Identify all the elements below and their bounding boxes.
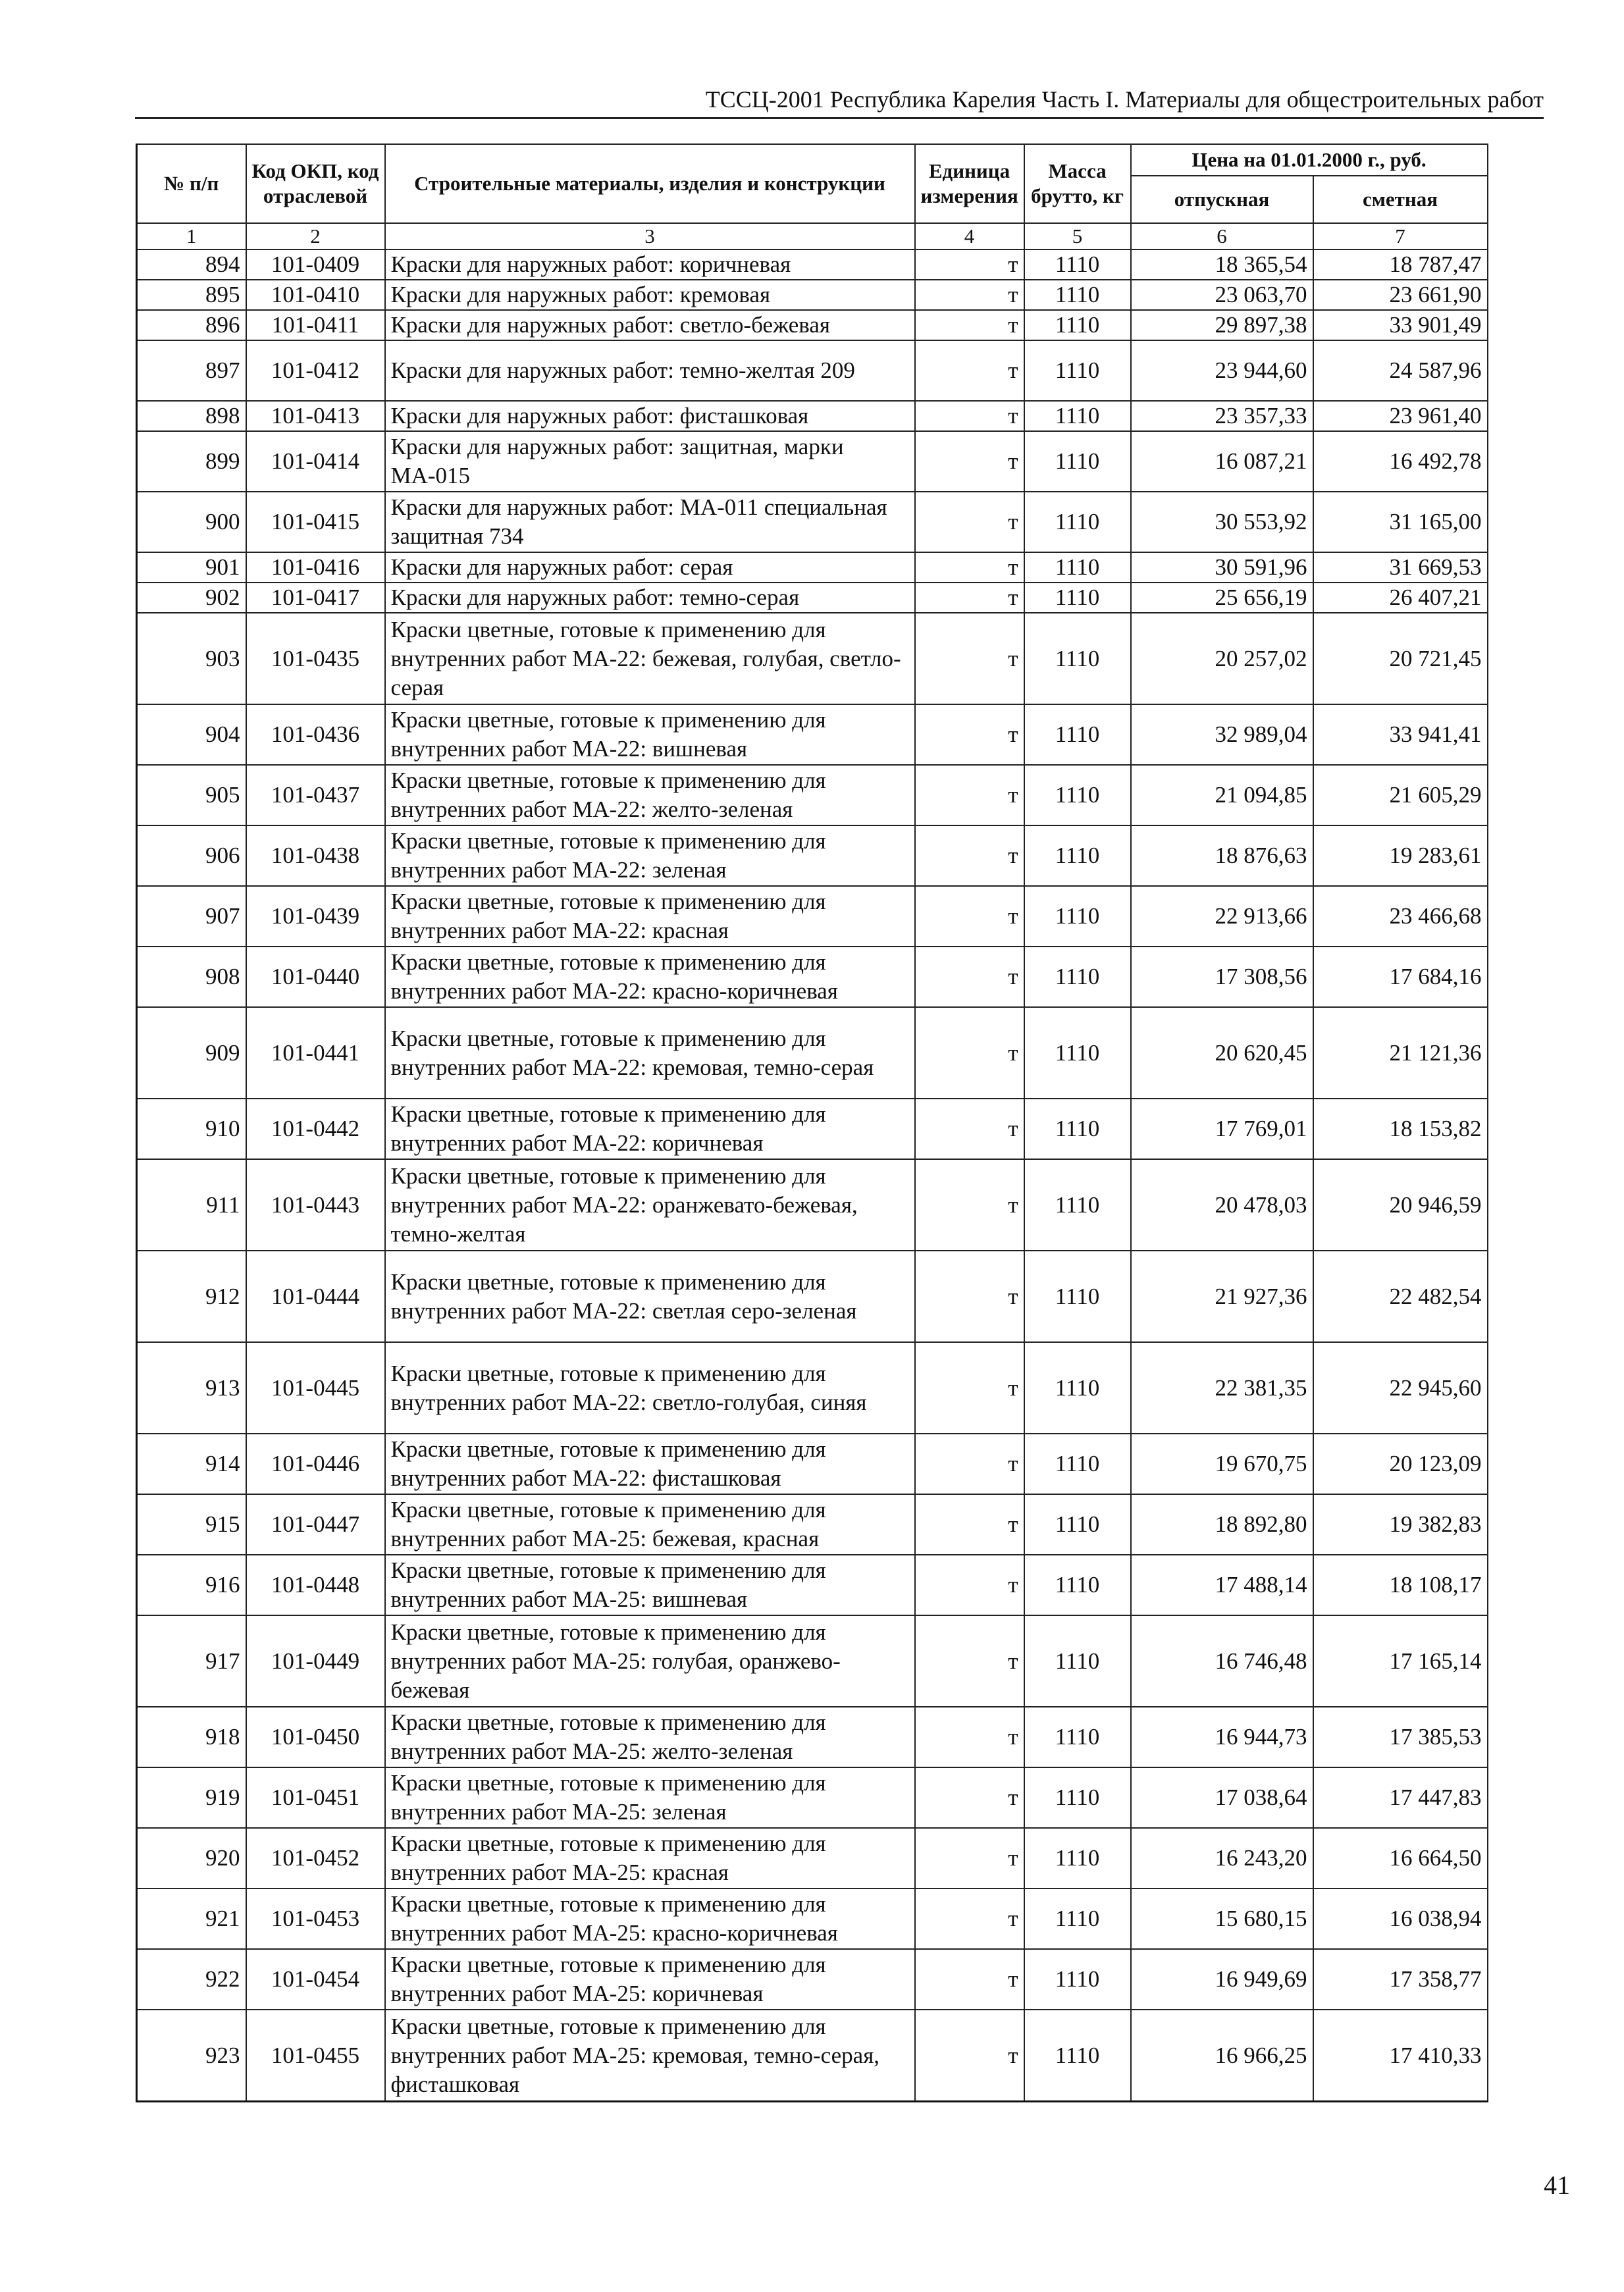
price-release: 17 038,64 (1131, 1767, 1313, 1828)
price-estimate: 23 961,40 (1313, 401, 1488, 431)
table-row (137, 340, 1488, 401)
material-name: Краски цветные, готовые к применению для внутренних работ МА-22: светло-голубая, синяя (385, 1342, 915, 1434)
okp-code: 101-0444 (246, 1251, 385, 1342)
unit: т (915, 1494, 1024, 1555)
material-name: Краски для наружных работ: кремовая (385, 280, 915, 310)
price-estimate: 33 901,49 (1313, 310, 1488, 340)
okp-code: 101-0437 (246, 765, 385, 825)
col-header-price-estimate: сметная (1313, 176, 1488, 223)
okp-code: 101-0414 (246, 431, 385, 492)
unit: т (915, 765, 1024, 825)
okp-code: 101-0454 (246, 1949, 385, 2010)
mass: 1110 (1024, 552, 1131, 583)
table-row (137, 583, 1488, 613)
material-name: Краски для наружных работ: фисташковая (385, 401, 915, 431)
price-release: 16 966,25 (1131, 2010, 1313, 2102)
okp-code: 101-0443 (246, 1159, 385, 1251)
price-release: 22 381,35 (1131, 1342, 1313, 1434)
price-release: 23 063,70 (1131, 280, 1313, 310)
mass: 1110 (1024, 1099, 1131, 1159)
unit: т (915, 431, 1024, 492)
column-number: 5 (1024, 223, 1131, 249)
table-row (137, 886, 1488, 947)
unit: т (915, 947, 1024, 1007)
mass: 1110 (1024, 886, 1131, 947)
unit: т (915, 401, 1024, 431)
page-number: 41 (1544, 2170, 1570, 2200)
unit: т (915, 249, 1024, 280)
mass: 1110 (1024, 1007, 1131, 1099)
row-number: 917 (137, 1615, 246, 1707)
mass: 1110 (1024, 704, 1131, 765)
okp-code: 101-0439 (246, 886, 385, 947)
price-estimate: 33 941,41 (1313, 704, 1488, 765)
okp-code: 101-0440 (246, 947, 385, 1007)
mass: 1110 (1024, 310, 1131, 340)
row-number: 916 (137, 1555, 246, 1615)
material-name: Краски для наружных работ: МА-011 специальная защитная 734 (385, 492, 915, 552)
table-row (137, 947, 1488, 1007)
okp-code: 101-0448 (246, 1555, 385, 1615)
material-name: Краски для наружных работ: темно-желтая 209 (385, 340, 915, 401)
price-estimate: 23 466,68 (1313, 886, 1488, 947)
row-number: 901 (137, 552, 246, 583)
price-release: 18 365,54 (1131, 249, 1313, 280)
row-number: 898 (137, 401, 246, 431)
mass: 1110 (1024, 431, 1131, 492)
mass: 1110 (1024, 613, 1131, 704)
col-header-unit: Единица измерения (915, 144, 1024, 223)
table-row (137, 1159, 1488, 1251)
table-row (137, 1707, 1488, 1767)
column-number: 1 (137, 223, 246, 249)
price-estimate: 22 482,54 (1313, 1251, 1488, 1342)
row-number: 920 (137, 1828, 246, 1888)
unit: т (915, 1099, 1024, 1159)
material-name: Краски цветные, готовые к применению для внутренних работ МА-22: бежевая, голубая, светло-серая (385, 613, 915, 704)
table-header (137, 144, 1488, 249)
mass: 1110 (1024, 1767, 1131, 1828)
okp-code: 101-0452 (246, 1828, 385, 1888)
price-estimate: 16 038,94 (1313, 1888, 1488, 1949)
mass: 1110 (1024, 340, 1131, 401)
price-estimate: 23 661,90 (1313, 280, 1488, 310)
price-estimate: 19 382,83 (1313, 1494, 1488, 1555)
row-number: 906 (137, 825, 246, 886)
row-number: 910 (137, 1099, 246, 1159)
mass: 1110 (1024, 583, 1131, 613)
material-name: Краски цветные, готовые к применению для внутренних работ МА-22: желто-зеленая (385, 765, 915, 825)
row-number: 902 (137, 583, 246, 613)
okp-code: 101-0413 (246, 401, 385, 431)
price-estimate: 17 410,33 (1313, 2010, 1488, 2102)
unit: т (915, 280, 1024, 310)
okp-code: 101-0453 (246, 1888, 385, 1949)
mass: 1110 (1024, 1342, 1131, 1434)
unit: т (915, 1828, 1024, 1888)
okp-code: 101-0412 (246, 340, 385, 401)
price-estimate: 16 664,50 (1313, 1828, 1488, 1888)
table-row (137, 1615, 1488, 1707)
material-name: Краски цветные, готовые к применению для внутренних работ МА-25: бежевая, красная (385, 1494, 915, 1555)
price-estimate: 18 787,47 (1313, 249, 1488, 280)
column-number-row (137, 223, 1488, 249)
table-row (137, 1434, 1488, 1494)
table-row (137, 1888, 1488, 1949)
okp-code: 101-0449 (246, 1615, 385, 1707)
column-number: 7 (1313, 223, 1488, 249)
price-estimate: 16 492,78 (1313, 431, 1488, 492)
mass: 1110 (1024, 1888, 1131, 1949)
table-row (137, 492, 1488, 552)
price-estimate: 31 165,00 (1313, 492, 1488, 552)
material-name: Краски цветные, готовые к применению для внутренних работ МА-22: коричневая (385, 1099, 915, 1159)
row-number: 899 (137, 431, 246, 492)
col-header-mass: Масса брутто, кг (1024, 144, 1131, 223)
okp-code: 101-0447 (246, 1494, 385, 1555)
row-number: 909 (137, 1007, 246, 1099)
price-release: 30 553,92 (1131, 492, 1313, 552)
unit: т (915, 552, 1024, 583)
unit: т (915, 886, 1024, 947)
col-header-no: № п/п (137, 144, 246, 223)
material-name: Краски цветные, готовые к применению для внутренних работ МА-22: зеленая (385, 825, 915, 886)
col-header-name: Строительные материалы, изделия и конструкции (385, 144, 915, 223)
unit: т (915, 1707, 1024, 1767)
row-number: 921 (137, 1888, 246, 1949)
row-number: 912 (137, 1251, 246, 1342)
mass: 1110 (1024, 2010, 1131, 2102)
table-row (137, 1949, 1488, 2010)
price-table (136, 143, 1488, 2102)
price-estimate: 18 153,82 (1313, 1099, 1488, 1159)
mass: 1110 (1024, 825, 1131, 886)
unit: т (915, 1342, 1024, 1434)
column-number: 2 (246, 223, 385, 249)
material-name: Краски для наружных работ: светло-бежевая (385, 310, 915, 340)
unit: т (915, 1949, 1024, 2010)
price-release: 18 876,63 (1131, 825, 1313, 886)
price-estimate: 17 684,16 (1313, 947, 1488, 1007)
price-release: 18 892,80 (1131, 1494, 1313, 1555)
price-release: 17 769,01 (1131, 1099, 1313, 1159)
mass: 1110 (1024, 1555, 1131, 1615)
okp-code: 101-0442 (246, 1099, 385, 1159)
okp-code: 101-0436 (246, 704, 385, 765)
price-release: 17 308,56 (1131, 947, 1313, 1007)
material-name: Краски цветные, готовые к применению для внутренних работ МА-25: коричневая (385, 1949, 915, 2010)
unit: т (915, 340, 1024, 401)
price-estimate: 19 283,61 (1313, 825, 1488, 886)
price-estimate: 31 669,53 (1313, 552, 1488, 583)
price-release: 25 656,19 (1131, 583, 1313, 613)
price-estimate: 20 946,59 (1313, 1159, 1488, 1251)
okp-code: 101-0417 (246, 583, 385, 613)
mass: 1110 (1024, 1615, 1131, 1707)
row-number: 905 (137, 765, 246, 825)
table-row (137, 2010, 1488, 2102)
table-row (137, 1828, 1488, 1888)
unit: т (915, 704, 1024, 765)
row-number: 907 (137, 886, 246, 947)
table-row (137, 552, 1488, 583)
unit: т (915, 613, 1024, 704)
material-name: Краски для наружных работ: коричневая (385, 249, 915, 280)
price-release: 20 257,02 (1131, 613, 1313, 704)
price-release: 19 670,75 (1131, 1434, 1313, 1494)
material-name: Краски цветные, готовые к применению для внутренних работ МА-22: красно-коричневая (385, 947, 915, 1007)
material-name: Краски цветные, готовые к применению для внутренних работ МА-25: голубая, оранжево-бежевая (385, 1615, 915, 1707)
okp-code: 101-0435 (246, 613, 385, 704)
table-row (137, 765, 1488, 825)
unit: т (915, 2010, 1024, 2102)
running-header-text: ТССЦ-2001 Республика Карелия Часть I. Материалы для общестроительных работ (705, 86, 1544, 113)
material-name: Краски для наружных работ: темно-серая (385, 583, 915, 613)
row-number: 900 (137, 492, 246, 552)
table-row (137, 401, 1488, 431)
mass: 1110 (1024, 401, 1131, 431)
mass: 1110 (1024, 1828, 1131, 1888)
price-release: 16 944,73 (1131, 1707, 1313, 1767)
okp-code: 101-0409 (246, 249, 385, 280)
unit: т (915, 583, 1024, 613)
price-estimate: 26 407,21 (1313, 583, 1488, 613)
column-number: 3 (385, 223, 915, 249)
material-name: Краски цветные, готовые к применению для внутренних работ МА-22: вишневая (385, 704, 915, 765)
table-row (137, 310, 1488, 340)
row-number: 903 (137, 613, 246, 704)
okp-code: 101-0441 (246, 1007, 385, 1099)
okp-code: 101-0415 (246, 492, 385, 552)
price-release: 15 680,15 (1131, 1888, 1313, 1949)
table-row (137, 1342, 1488, 1434)
price-estimate: 20 123,09 (1313, 1434, 1488, 1494)
material-name: Краски цветные, готовые к применению для внутренних работ МА-25: вишневая (385, 1555, 915, 1615)
row-number: 895 (137, 280, 246, 310)
row-number: 894 (137, 249, 246, 280)
price-release: 21 094,85 (1131, 765, 1313, 825)
price-estimate: 17 165,14 (1313, 1615, 1488, 1707)
mass: 1110 (1024, 1494, 1131, 1555)
unit: т (915, 310, 1024, 340)
price-release: 23 944,60 (1131, 340, 1313, 401)
material-name: Краски цветные, готовые к применению для внутренних работ МА-22: кремовая, темно-серая (385, 1007, 915, 1099)
mass: 1110 (1024, 249, 1131, 280)
price-release: 29 897,38 (1131, 310, 1313, 340)
row-number: 922 (137, 1949, 246, 2010)
price-release: 16 243,20 (1131, 1828, 1313, 1888)
row-number: 923 (137, 2010, 246, 2102)
okp-code: 101-0416 (246, 552, 385, 583)
price-estimate: 24 587,96 (1313, 340, 1488, 401)
price-release: 30 591,96 (1131, 552, 1313, 583)
table-row (137, 1767, 1488, 1828)
price-release: 22 913,66 (1131, 886, 1313, 947)
okp-code: 101-0445 (246, 1342, 385, 1434)
unit: т (915, 1159, 1024, 1251)
table-row (137, 704, 1488, 765)
mass: 1110 (1024, 492, 1131, 552)
row-number: 918 (137, 1707, 246, 1767)
table-row (137, 1494, 1488, 1555)
column-number: 4 (915, 223, 1024, 249)
table-row (137, 825, 1488, 886)
okp-code: 101-0451 (246, 1767, 385, 1828)
mass: 1110 (1024, 947, 1131, 1007)
price-release: 16 087,21 (1131, 431, 1313, 492)
material-name: Краски цветные, готовые к применению для внутренних работ МА-25: красная (385, 1828, 915, 1888)
okp-code: 101-0455 (246, 2010, 385, 2102)
unit: т (915, 1615, 1024, 1707)
unit: т (915, 1555, 1024, 1615)
material-name: Краски цветные, готовые к применению для внутренних работ МА-25: желто-зеленая (385, 1707, 915, 1767)
table-body (137, 249, 1488, 2102)
material-name: Краски цветные, готовые к применению для внутренних работ МА-25: зеленая (385, 1767, 915, 1828)
unit: т (915, 1888, 1024, 1949)
price-release: 16 949,69 (1131, 1949, 1313, 2010)
price-estimate: 17 385,53 (1313, 1707, 1488, 1767)
col-header-price-release: отпускная (1131, 176, 1313, 223)
unit: т (915, 1007, 1024, 1099)
material-name: Краски цветные, готовые к применению для внутренних работ МА-22: светлая серо-зеленая (385, 1251, 915, 1342)
material-name: Краски цветные, готовые к применению для внутренних работ МА-22: оранжевато-бежевая, темно-желтая (385, 1159, 915, 1251)
table-row (137, 1555, 1488, 1615)
price-release: 23 357,33 (1131, 401, 1313, 431)
price-release: 17 488,14 (1131, 1555, 1313, 1615)
price-estimate: 17 358,77 (1313, 1949, 1488, 2010)
table-row (137, 1007, 1488, 1099)
row-number: 896 (137, 310, 246, 340)
row-number: 908 (137, 947, 246, 1007)
table-row (137, 613, 1488, 704)
table-row (137, 280, 1488, 310)
table-row (137, 431, 1488, 492)
okp-code: 101-0450 (246, 1707, 385, 1767)
table-row (137, 1251, 1488, 1342)
running-header (135, 80, 1544, 119)
unit: т (915, 1251, 1024, 1342)
okp-code: 101-0410 (246, 280, 385, 310)
okp-code: 101-0411 (246, 310, 385, 340)
material-name: Краски цветные, готовые к применению для внутренних работ МА-25: кремовая, темно-серая, фисташковая (385, 2010, 915, 2102)
material-name: Краски цветные, готовые к применению для внутренних работ МА-22: фисташковая (385, 1434, 915, 1494)
mass: 1110 (1024, 1949, 1131, 2010)
mass: 1110 (1024, 280, 1131, 310)
price-estimate: 22 945,60 (1313, 1342, 1488, 1434)
row-number: 911 (137, 1159, 246, 1251)
price-estimate: 18 108,17 (1313, 1555, 1488, 1615)
material-name: Краски цветные, готовые к применению для внутренних работ МА-22: красная (385, 886, 915, 947)
mass: 1110 (1024, 765, 1131, 825)
col-header-code: Код ОКП, код отраслевой (246, 144, 385, 223)
row-number: 919 (137, 1767, 246, 1828)
price-estimate: 21 121,36 (1313, 1007, 1488, 1099)
material-name: Краски цветные, готовые к применению для внутренних работ МА-25: красно-коричневая (385, 1888, 915, 1949)
unit: т (915, 1434, 1024, 1494)
material-name: Краски для наружных работ: серая (385, 552, 915, 583)
row-number: 914 (137, 1434, 246, 1494)
row-number: 904 (137, 704, 246, 765)
mass: 1110 (1024, 1159, 1131, 1251)
row-number: 897 (137, 340, 246, 401)
unit: т (915, 825, 1024, 886)
price-release: 32 989,04 (1131, 704, 1313, 765)
price-estimate: 21 605,29 (1313, 765, 1488, 825)
okp-code: 101-0438 (246, 825, 385, 886)
material-name: Краски для наружных работ: защитная, марки МА-015 (385, 431, 915, 492)
mass: 1110 (1024, 1707, 1131, 1767)
unit: т (915, 492, 1024, 552)
row-number: 913 (137, 1342, 246, 1434)
col-header-price-group: Цена на 01.01.2000 г., руб. (1131, 144, 1488, 176)
price-estimate: 20 721,45 (1313, 613, 1488, 704)
column-number: 6 (1131, 223, 1313, 249)
price-release: 20 478,03 (1131, 1159, 1313, 1251)
mass: 1110 (1024, 1434, 1131, 1494)
unit: т (915, 1767, 1024, 1828)
price-release: 16 746,48 (1131, 1615, 1313, 1707)
price-release: 21 927,36 (1131, 1251, 1313, 1342)
table-row (137, 1099, 1488, 1159)
table-row (137, 249, 1488, 280)
row-number: 915 (137, 1494, 246, 1555)
mass: 1110 (1024, 1251, 1131, 1342)
price-estimate: 17 447,83 (1313, 1767, 1488, 1828)
price-release: 20 620,45 (1131, 1007, 1313, 1099)
okp-code: 101-0446 (246, 1434, 385, 1494)
